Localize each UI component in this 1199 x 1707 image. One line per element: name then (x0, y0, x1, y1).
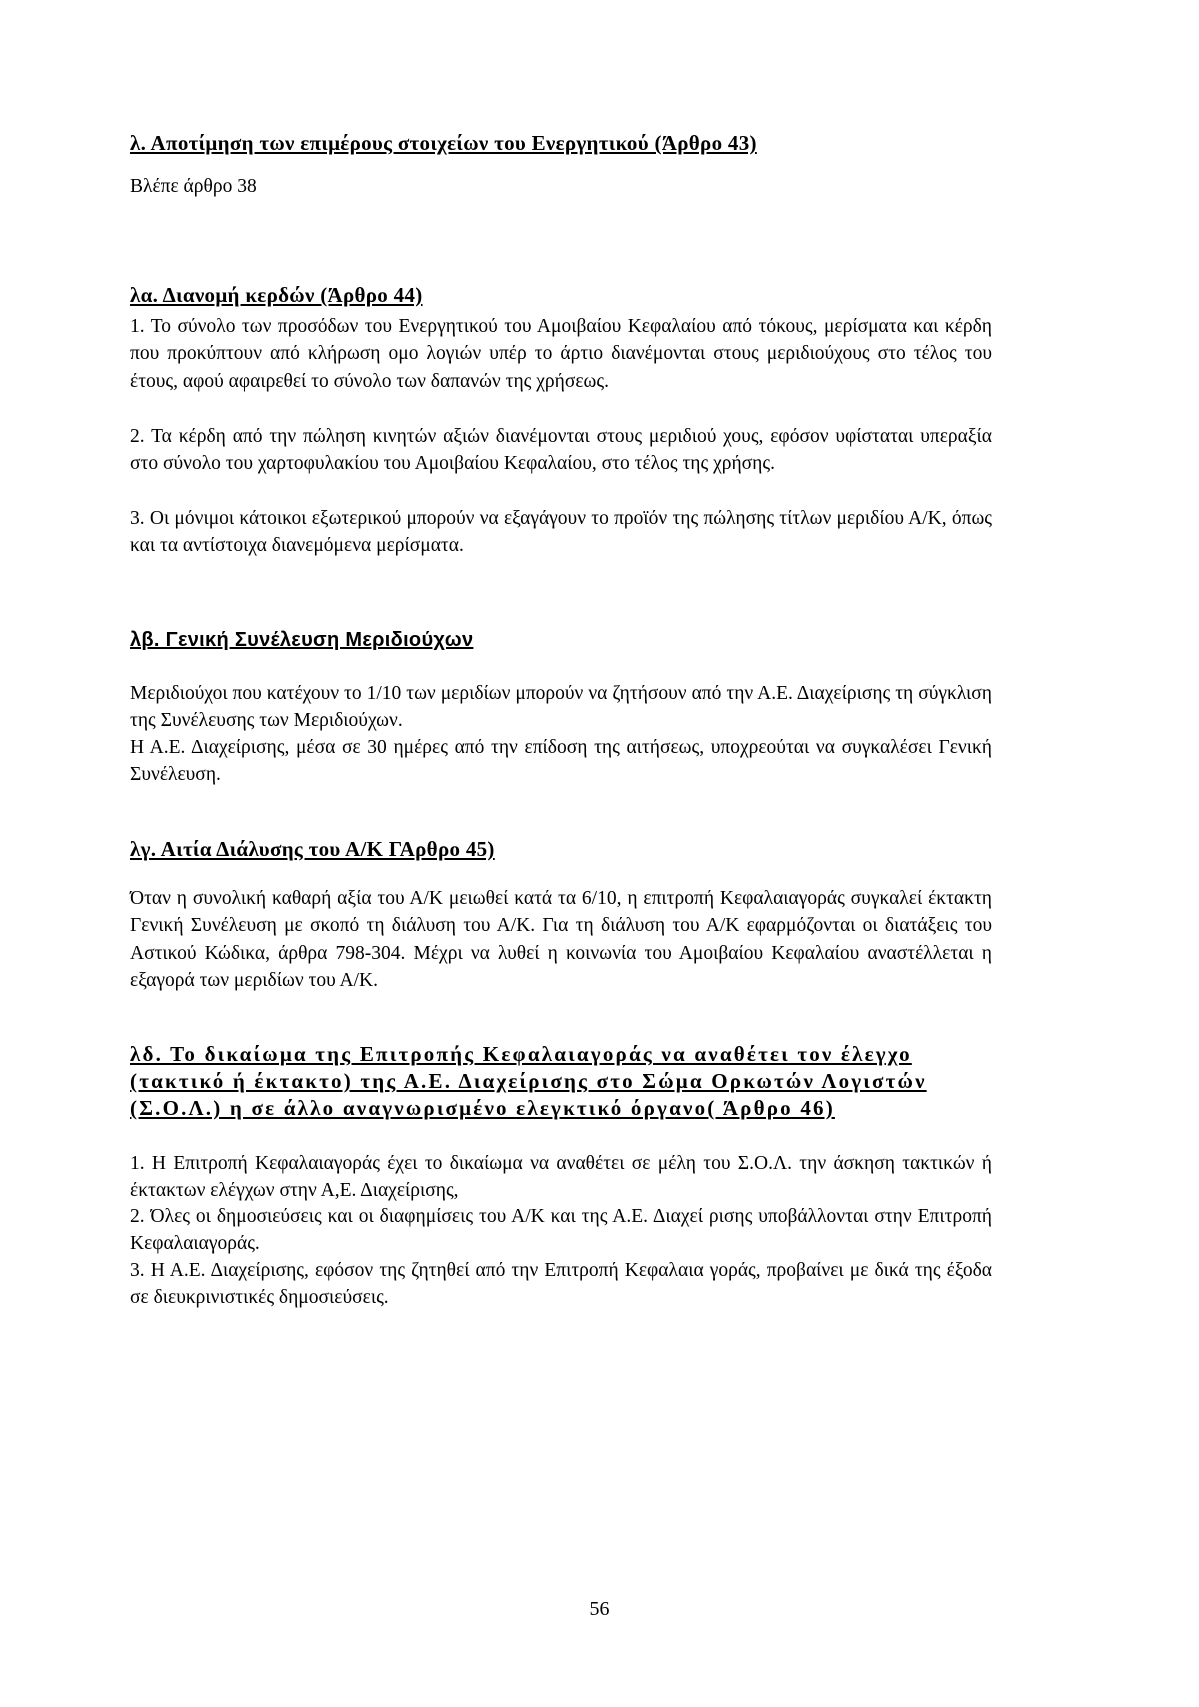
page-number: 56 (589, 1598, 610, 1620)
section-la-paragraph-2: 2. Τα κέρδη από την πώληση κινητών αξιών διανέμονται στους μεριδιού χους, εφόσον υφίσταται υπεραξία στο σύνολο του χαρτοφυλακίου του Αμοιβαίου Κεφαλαίου, στο τέλος της χρήσης. (130, 426, 992, 475)
section-lg-heading: λγ. Αιτία Διάλυσης του Α/Κ ΓΑρθρο 45) (130, 837, 495, 861)
section-lambda-heading: λ. Αποτίμηση των επιμέρους στοιχείων του Ενεργητικού (Άρθρο 43) (130, 131, 757, 155)
section-lb-paragraph-2: Η Α.Ε. Διαχείρισης, μέσα σε 30 ημέρες από την επίδοση της αιτήσεως, υποχρεούται να συγκαλέσει Γενική Συνέλευση. (130, 737, 992, 786)
section-lambda-text: Βλέπε άρθρο 38 (130, 176, 257, 197)
section-ld-heading: λδ. Το δικαίωμα της Επιτροπής Κεφαλαιαγοράς να αναθέτει τον έλεγχο (τακτικό ή έκτακτο) της Α.Ε. Διαχείρισης στο Σώμα Ορκωτών Λογιστών (Σ.Ο.Λ.) η σε άλλο αναγνωρισμένο ελεγκτικό όργανο( Άρθρο 46) (130, 1042, 927, 1120)
section-la-paragraph-1: 1. Το σύνολο των προσόδων του Ενεργητικού του Αμοιβαίου Κεφαλαίου από τόκους, μερίσματα και κέρδη που προκύπτουν από κλήρωση ομο λογιών υπέρ το άρτιο διανέμονται στους μεριδιούχους στο τέλος του έτους, αφού αφαιρεθεί το σύνολο των δαπανών της χρήσεως. (130, 316, 992, 392)
section-la-paragraph-3: 3. Οι μόνιμοι κάτοικοι εξωτερικού μπορούν να εξαγάγουν το προϊόν της πώλησης τίτλων μεριδίου Α/Κ, όπως και τα αντίστοιχα διανεμόμενα μερίσματα. (130, 508, 992, 557)
section-ld-paragraph-3: 3. Η Α.Ε. Διαχείρισης, εφόσον της ζητηθεί από την Επιτροπή Κεφαλαια γοράς, προβαίνει με δικά της έξοδα σε διευκρινιστικές δημοσιεύσεις. (130, 1260, 992, 1308)
section-ld-paragraph-2: 2. Όλες οι δημοσιεύσεις και οι διαφημίσεις του Α/Κ και της Α.Ε. Διαχεί ρισης υποβάλλονται στην Επιτροπή Κεφαλαιαγοράς. (130, 1206, 992, 1254)
section-la-heading: λα. Διανομή κερδών (Άρθρο 44) (130, 283, 423, 307)
section-lg-paragraph-1: Όταν η συνολική καθαρή αξία του Α/Κ μειωθεί κατά τα 6/10, η επιτροπή Κεφαλαιαγοράς συγκαλεί έκτακτη Γενική Συνέλευση με σκοπό τη διάλυση του Α/Κ. Για τη διάλυση του Α/Κ εφαρμόζονται οι διατάξεις του Αστικού Κώδικα, άρθρα 798-304. Μέχρι να λυθεί η κοινωνία του Αμοιβαίου Κεφαλαίου αναστέλλεται η εξαγορά των μεριδίων του Α/Κ. (130, 888, 992, 992)
section-lb-heading: λβ. Γενική Συνέλευση Μεριδιούχων (130, 629, 474, 651)
section-lb-paragraph-1: Μεριδιούχοι που κατέχουν το 1/10 των μεριδίων μπορούν να ζητήσουν από την Α.Ε. Διαχείρισης τη σύγκλιση της Συνέλευσης των Μεριδιούχων. (130, 683, 992, 732)
section-ld-paragraph-1: 1. Η Επιτροπή Κεφαλαιαγοράς έχει το δικαίωμα να αναθέτει σε μέλη του Σ.Ο.Λ. την άσκηση τακτικών ή έκτακτων ελέγχων στην Α,Ε. Διαχείρισης, (130, 1153, 992, 1201)
